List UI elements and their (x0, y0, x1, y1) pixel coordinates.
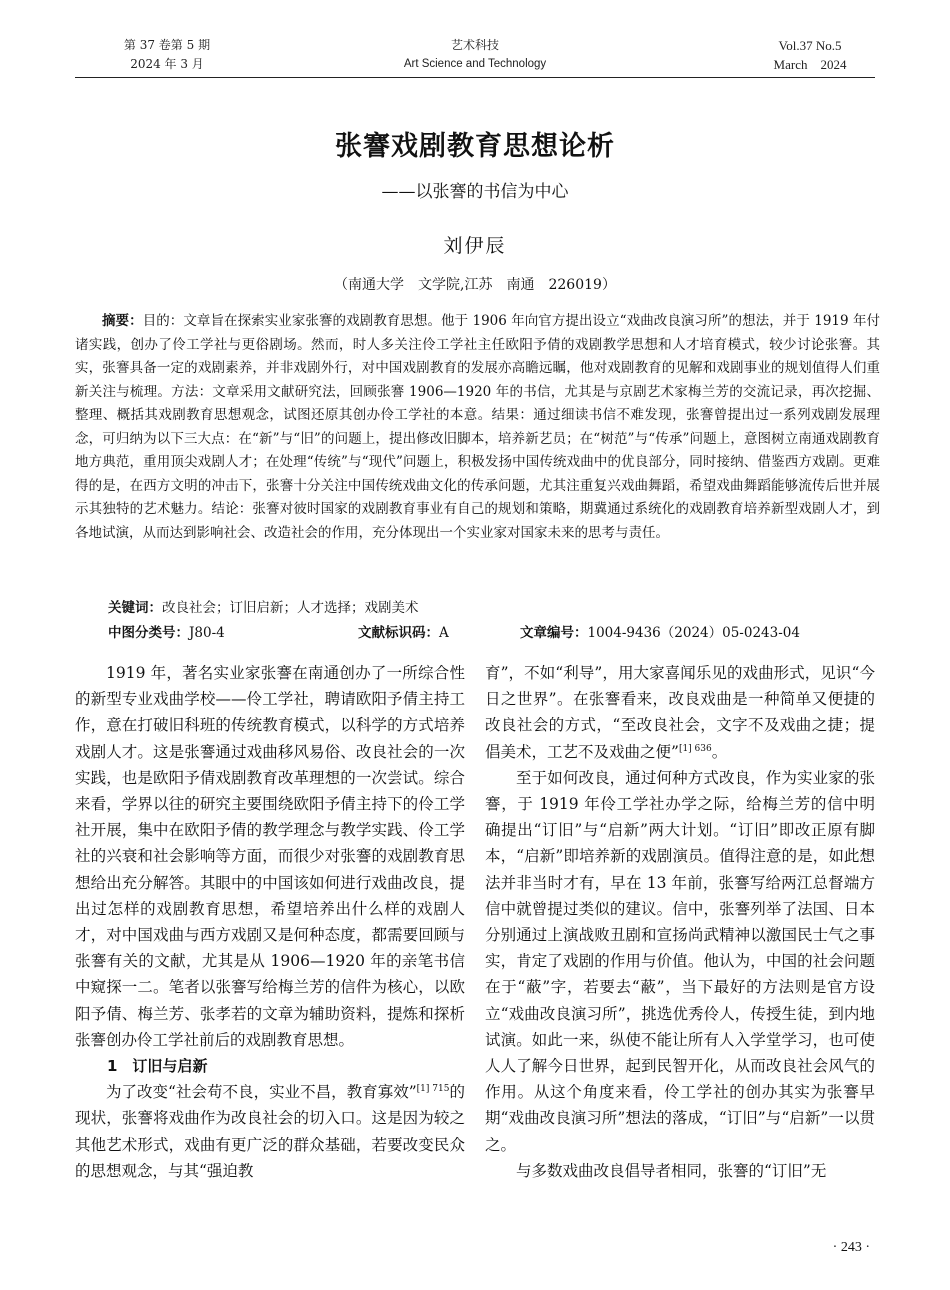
paragraph (485, 660, 875, 765)
abstract (75, 310, 880, 545)
paragraph: 至于如何改良，通过何种方式改良，作为实业家的张謇，于 1919 年伶工学社办学之际，给梅兰芳的信中明确提出“订旧”与“启新”两大计划。“订旧”即改正原有脚本，“启新”即培养新的戏剧演员。值得注意的是，如此想法并非当时才有，早在 13 年前，张謇写给两江总督端方信中就曾提过类似的建议。信中，张謇列举了法国、日本分别通过上演战败丑剧和宣扬尚武精神以激国民士气之事实，肯定了戏剧的作用与价值。他认为，中国的社会问题在于“蔽”字，若要去“蔽”，当下最好的方法则是官方设立“戏曲改良演习所”，挑选优秀伶人，传授生徒，到内地试演。如此一来，纵使不能让所有人入学堂学习，也可使人人了解今日世界，起到民智开化，从而改良社会风气的作用。从这个角度来看，伶工学社的创办其实为张謇早期“戏曲改良演习所”想法的落成，“订旧”与“启新”一以贯之。 (485, 768, 875, 1154)
keywords-text: 改良社会；订旧启新；人才选择；戏剧美术 (162, 600, 419, 616)
journal-volume-info (112, 36, 222, 74)
article-number-value: 1004-9436（2024）05-0243-04 (587, 625, 800, 641)
paragraph-text: 的现状，张謇将戏曲作为改良社会的切入口。这是因为较之其他艺术形式，戏曲有更广泛的群众基础，若要改变民众的思想观念，与其“强迫教 (75, 1083, 465, 1180)
volume-issue: 第 37 卷第 5 期 (123, 38, 211, 52)
abstract-label: 摘要： (102, 313, 143, 329)
clc-label: 中图分类号： (108, 625, 189, 641)
article-title: 张謇戏剧教育思想论析 (335, 131, 615, 162)
clc-number (108, 622, 225, 645)
journal-name (375, 36, 575, 74)
clc-value: J80-4 (189, 625, 225, 641)
paragraph: 与多数戏曲改良倡导者相同，张謇的“订旧”无 (516, 1161, 827, 1180)
body-column-right (485, 660, 875, 1184)
paragraph: 1919 年，著名实业家张謇在南通创办了一所综合性的新型专业戏曲学校——伶工学社，聘请欧阳予倩主持工作，意在打破旧科班的传统教育模式，以科学的方式培养戏剧人才。这是张謇通过戏曲移风易俗、改良社会的一次实践，也是欧阳予倩戏剧教育改革理想的一次尝试。综合来看，学界以往的研究主要围绕欧阳予倩主持下的伶工学社开展，集中在欧阳予倩的教学理念与教学实践、伶工学社的兴衰和社会影响等方面，而很少对张謇的戏剧教育思想给出充分解答。其眼中的中国该如何进行戏曲改良，提出过怎样的戏剧教育思想，希望培养出什么样的戏剧人才，对中国戏曲与西方戏剧又是何种态度，都需要回顾与张謇有关的文献，尤其是从 1906—1920 年的亲笔书信中窥探一二。笔者以张謇写给梅兰芳的信件为核心，以欧阳予倩、梅兰芳、张孝若的文章为辅助资料，提炼和探析张謇创办伶工学社前后的戏剧教育思想。 (75, 664, 465, 1049)
author-affiliation: （南通大学 文学院,江苏 南通 226019） (334, 277, 616, 293)
issue-date-en: March 2024 (773, 57, 847, 72)
paragraph-text: 育”，不如“利导”，用大家喜闻乐见的戏曲形式，见识“今日之世界”。在张謇看来，改良戏曲是一种简单又便捷的改良社会的方式，“至改良社会，文字不及戏曲之捷；提倡美术，工艺不及戏曲之便” (485, 664, 875, 761)
article-number-label: 文章编号： (520, 625, 588, 641)
journal-name-cn: 艺术科技 (450, 38, 499, 52)
paragraph-text: 。 (711, 742, 728, 761)
article-number (520, 622, 800, 645)
journal-volume-info-en (740, 36, 880, 74)
document-code (358, 622, 449, 645)
citation: [1] 715 (416, 1084, 450, 1095)
citation: [1] 636 (678, 743, 712, 754)
doc-code-label: 文献标识码： (358, 625, 439, 641)
author-name: 刘伊辰 (443, 235, 507, 257)
body-column-left (75, 660, 465, 1184)
keywords-label: 关键词： (108, 600, 162, 616)
section-heading: 1 订旧与启新 (107, 1057, 208, 1076)
abstract-text: 目的：文章旨在探索实业家张謇的戏剧教育思想。他于 1906 年向官方提出设立“戏曲改良演习所”的想法，并于 1919 年付诸实践，创办了伶工学社与更俗剧场。然而，时人多关注伶工学社主任欧阳予倩的戏剧教学思想和人才培育模式，较少讨论张謇。其实，张謇具备一定的戏剧素养，并非戏剧外行，对中国戏剧教育的发展亦高瞻远瞩，他对戏剧教育的见解和戏剧事业的规划值得人们重新关注与梳理。方法：文章采用文献研究法，回顾张謇 1906—1920 年的书信，尤其是与京剧艺术家梅兰芳的交流记录，再次挖掘、整理、概括其戏剧教育思想观念，试图还原其创办伶工学社的本意。结果：通过细读书信不难发现，张謇曾提出过一系列戏剧发展理念，可归纳为以下三大点：在“新”与“旧”的问题上，提出修改旧脚本，培养新艺员；在“树范”与“传承”问题上，意图树立南通戏剧教育地方典范，重用顶尖戏剧人才；在处理“传统”与“现代”问题上，积极发扬中国传统戏曲中的优良部分，同时接纳、借鉴西方戏剧。更难得的是，在西方文明的冲击下，张謇十分关注中国传统戏曲文化的传承问题，尤其注重复兴戏曲舞蹈，希望戏曲舞蹈能够流传后世并展示其独特的艺术魅力。结论：张謇对彼时国家的戏剧教育事业有自己的规划和策略，期冀通过系统化的戏剧教育培养新型戏剧人才，到各地试演，从而达到影响社会、改造社会的作用，充分体现出一个实业家对国家未来的思考与责任。 (75, 313, 880, 541)
page-number: · 243 · (832, 1240, 870, 1255)
keywords (108, 597, 419, 620)
paragraph (75, 1079, 465, 1184)
journal-name-en: Art Science and Technology (403, 58, 547, 70)
article-subtitle: ——以张謇的书信为中心 (381, 182, 569, 202)
header-divider (75, 77, 875, 78)
paragraph-text: 为了改变“社会苟不良，实业不昌，教育寡效” (106, 1083, 417, 1102)
issue-date: 2024 年 3 月 (130, 57, 204, 71)
doc-code-value: A (439, 625, 449, 641)
volume-issue-en: Vol.37 No.5 (778, 38, 842, 53)
